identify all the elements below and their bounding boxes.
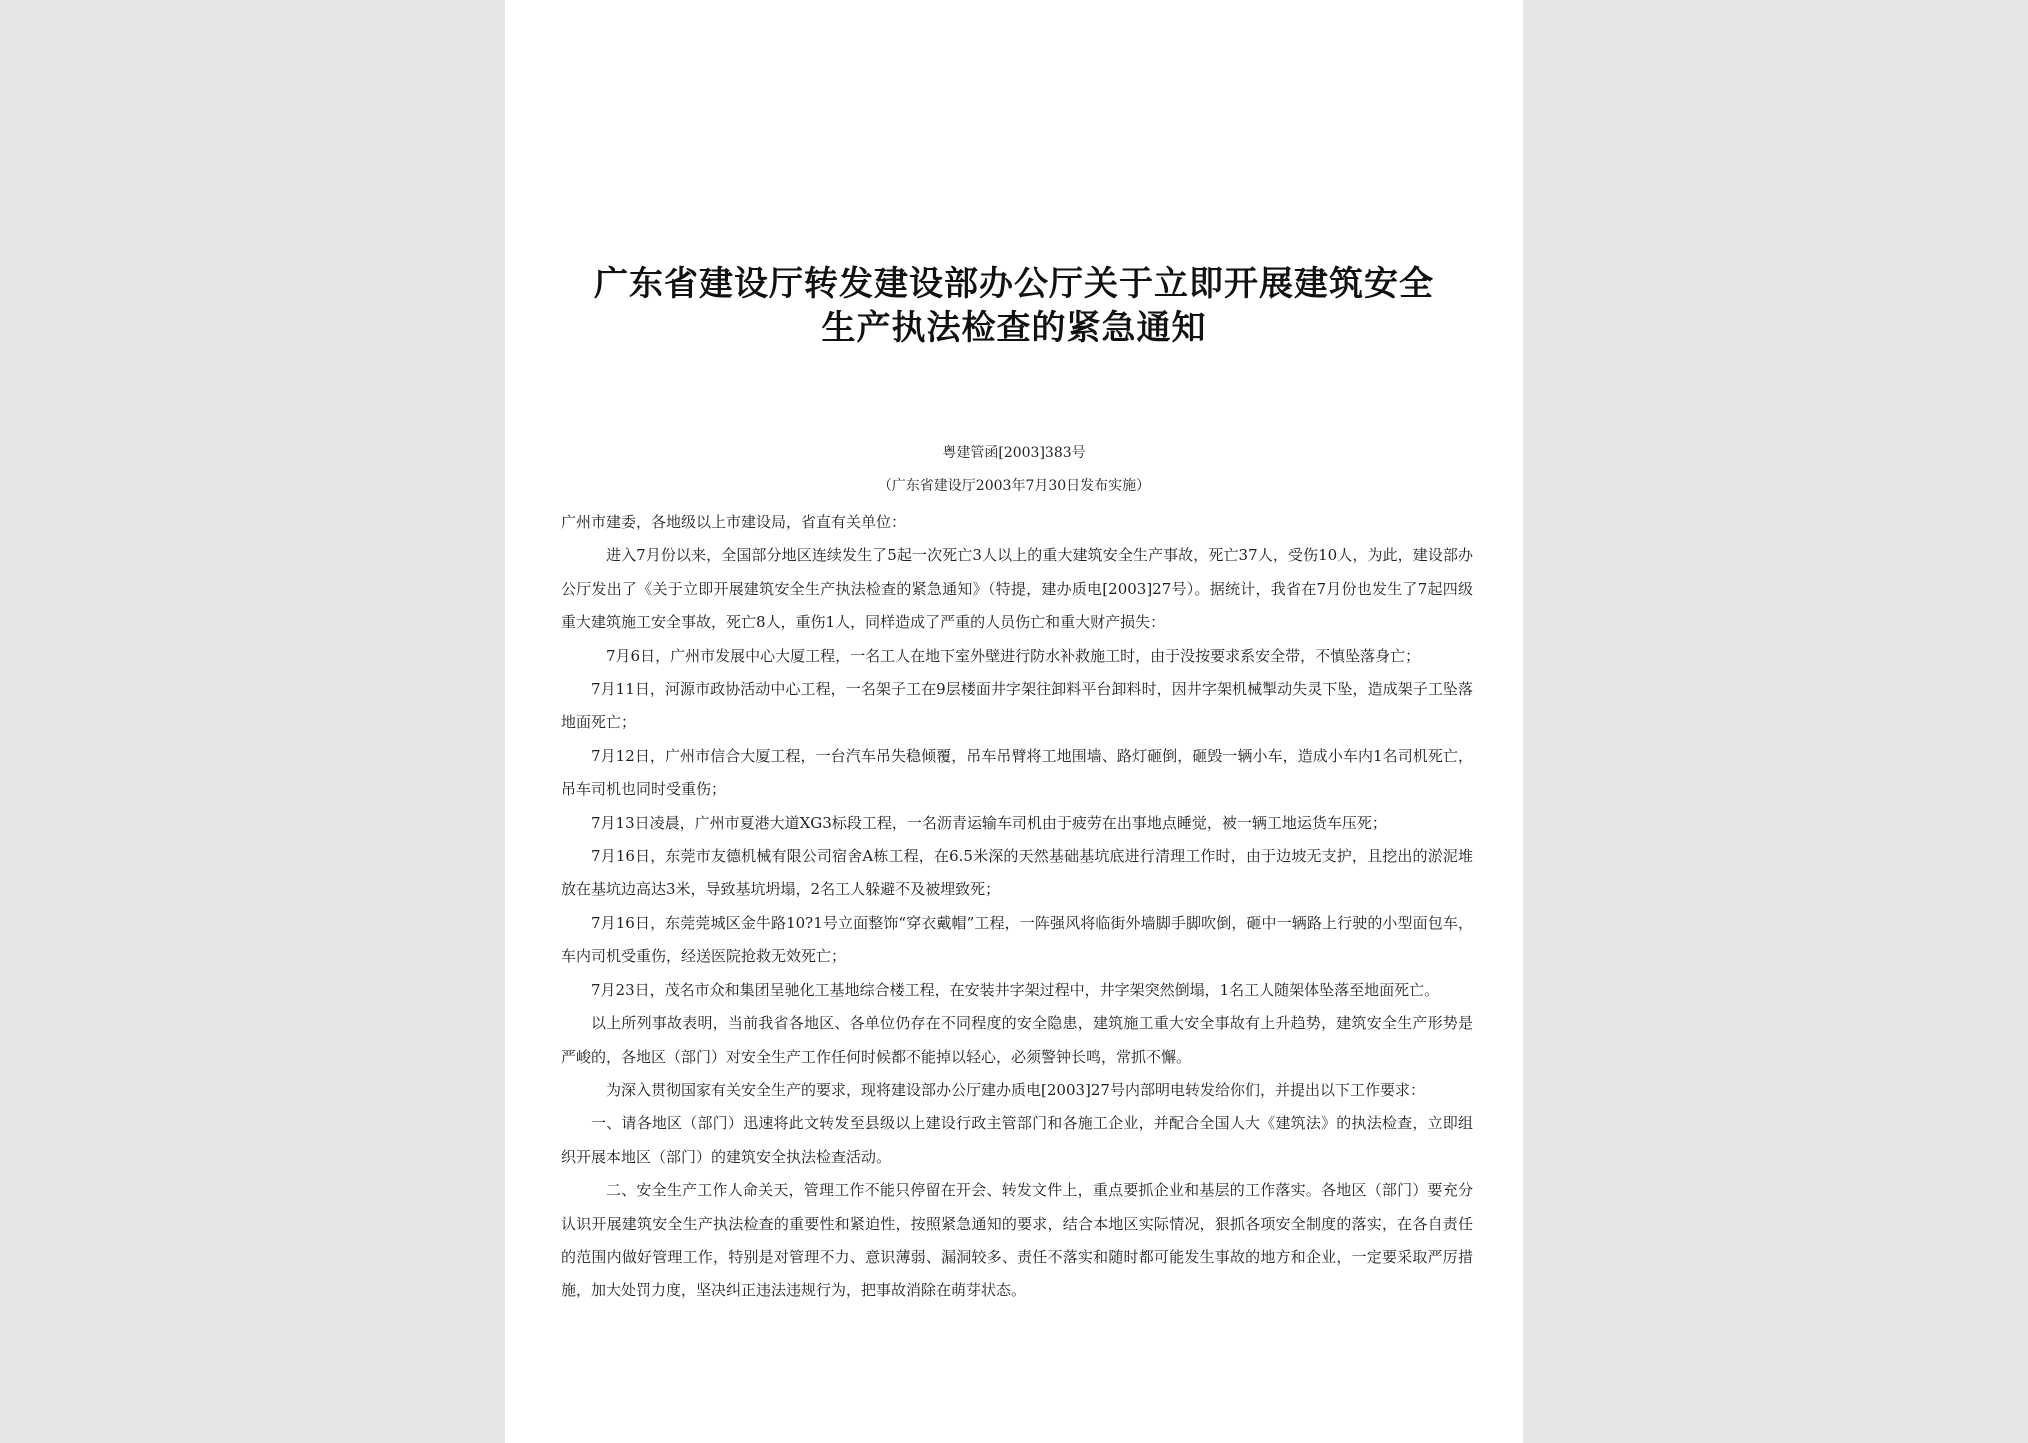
paragraph: 一、请各地区（部门）迅速将此文转发至县级以上建设行政主管部门和各施工企业，并配合全国人大《建筑法》的执法检查，立即组织开展本地区（部门）的建筑安全执法检查活动。 <box>561 1114 1473 1166</box>
paragraph: 7月16日，东莞市友德机械有限公司宿舍A栋工程，在6.5米深的天然基础基坑底进行清理工作时，由于边坡无支护，且挖出的淤泥堆放在基坑边高达3米，导致基坑坍塌，2名工人躲避不及被埋致死； <box>561 847 1473 899</box>
addressee: 广州市建委，各地级以上市建设局，省直有关单位： <box>561 513 907 531</box>
document-title <box>505 262 1523 350</box>
paragraph: 7月6日，广州市发展中心大厦工程，一名工人在地下室外壁进行防水补救施工时，由于没按要求系安全带，不慎坠落身亡； <box>606 646 1421 665</box>
title-line-1: 广东省建设厅转发建设部办公厅关于立即开展建筑安全 <box>594 264 1434 304</box>
document-page <box>505 0 1523 1443</box>
title-line-2: 生产执法检查的紧急通知 <box>821 308 1207 348</box>
document-body <box>561 506 1473 1308</box>
paragraph: 进入7月份以来，全国部分地区连续发生了5起一次死亡3人以上的重大建筑安全生产事故，死亡37人，受伤10人，为此，建设部办公厅发出了《关于立即开展建筑安全生产执法检查的紧急通知》（特提，建办质电[2003]27号）。据统计，我省在7月份也发生了7起四级重大建筑施工安全事故，死亡8人，重伤1人，同样造成了严重的人员伤亡和重大财产损失： <box>561 546 1473 632</box>
document-number: 粤建管函[2003]383号 <box>942 445 1086 461</box>
paragraph: 7月11日，河源市政协活动中心工程，一名架子工在9层楼面井字架往卸料平台卸料时，因井字架机械掣动失灵下坠，造成架子工坠落地面死亡； <box>561 680 1473 732</box>
paragraph: 7月23日，茂名市众和集团呈驰化工基地综合楼工程，在安装井字架过程中，井字架突然倒塌，1名工人随架体坠落至地面死亡。 <box>591 980 1440 999</box>
paragraph: 7月12日，广州市信合大厦工程，一台汽车吊失稳倾覆，吊车吊臂将工地围墙、路灯砸倒，砸毁一辆小车，造成小车内1名司机死亡，吊车司机也同时受重伤； <box>561 746 1473 799</box>
paragraph: 7月13日凌晨，广州市夏港大道XG3标段工程，一名沥青运输车司机由于疲劳在出事地点睡觉，被一辆工地运货车压死； <box>591 813 1387 832</box>
issued-note: （广东省建设厅2003年7月30日发布实施） <box>877 478 1151 494</box>
paragraph: 二、安全生产工作人命关天，管理工作不能只停留在开会、转发文件上，重点要抓企业和基层的工作落实。各地区（部门）要充分认识开展建筑安全生产执法检查的重要性和紧迫性，按照紧急通知的要求，结合本地区实际情况，狠抓各项安全制度的落实，在各自责任的范围内做好管理工作，特别是对管理不力、意识薄弱、漏洞较多、责任不落实和随时都可能发生事故的地方和企业，一定要采取严厉措施，加大处罚力度，坚决纠正违法违规行为，把事故消除在萌芽状态。 <box>561 1181 1473 1300</box>
paragraph: 为深入贯彻国家有关安全生产的要求，现将建设部办公厅建办质电[2003]27号内部明电转发给你们，并提出以下工作要求： <box>606 1080 1425 1099</box>
paragraph: 7月16日，东莞莞城区金牛路10?1号立面整饰“穿衣戴帽”工程，一阵强风将临街外墙脚手脚吹倒，砸中一辆路上行驶的小型面包车，车内司机受重伤，经送医院抢救无效死亡； <box>561 913 1473 966</box>
paragraph: 以上所列事故表明，当前我省各地区、各单位仍存在不同程度的安全隐患，建筑施工重大安全事故有上升趋势，建筑安全生产形势是严峻的，各地区（部门）对安全生产工作任何时候都不能掉以轻心，必须警钟长鸣，常抓不懈。 <box>561 1014 1473 1066</box>
